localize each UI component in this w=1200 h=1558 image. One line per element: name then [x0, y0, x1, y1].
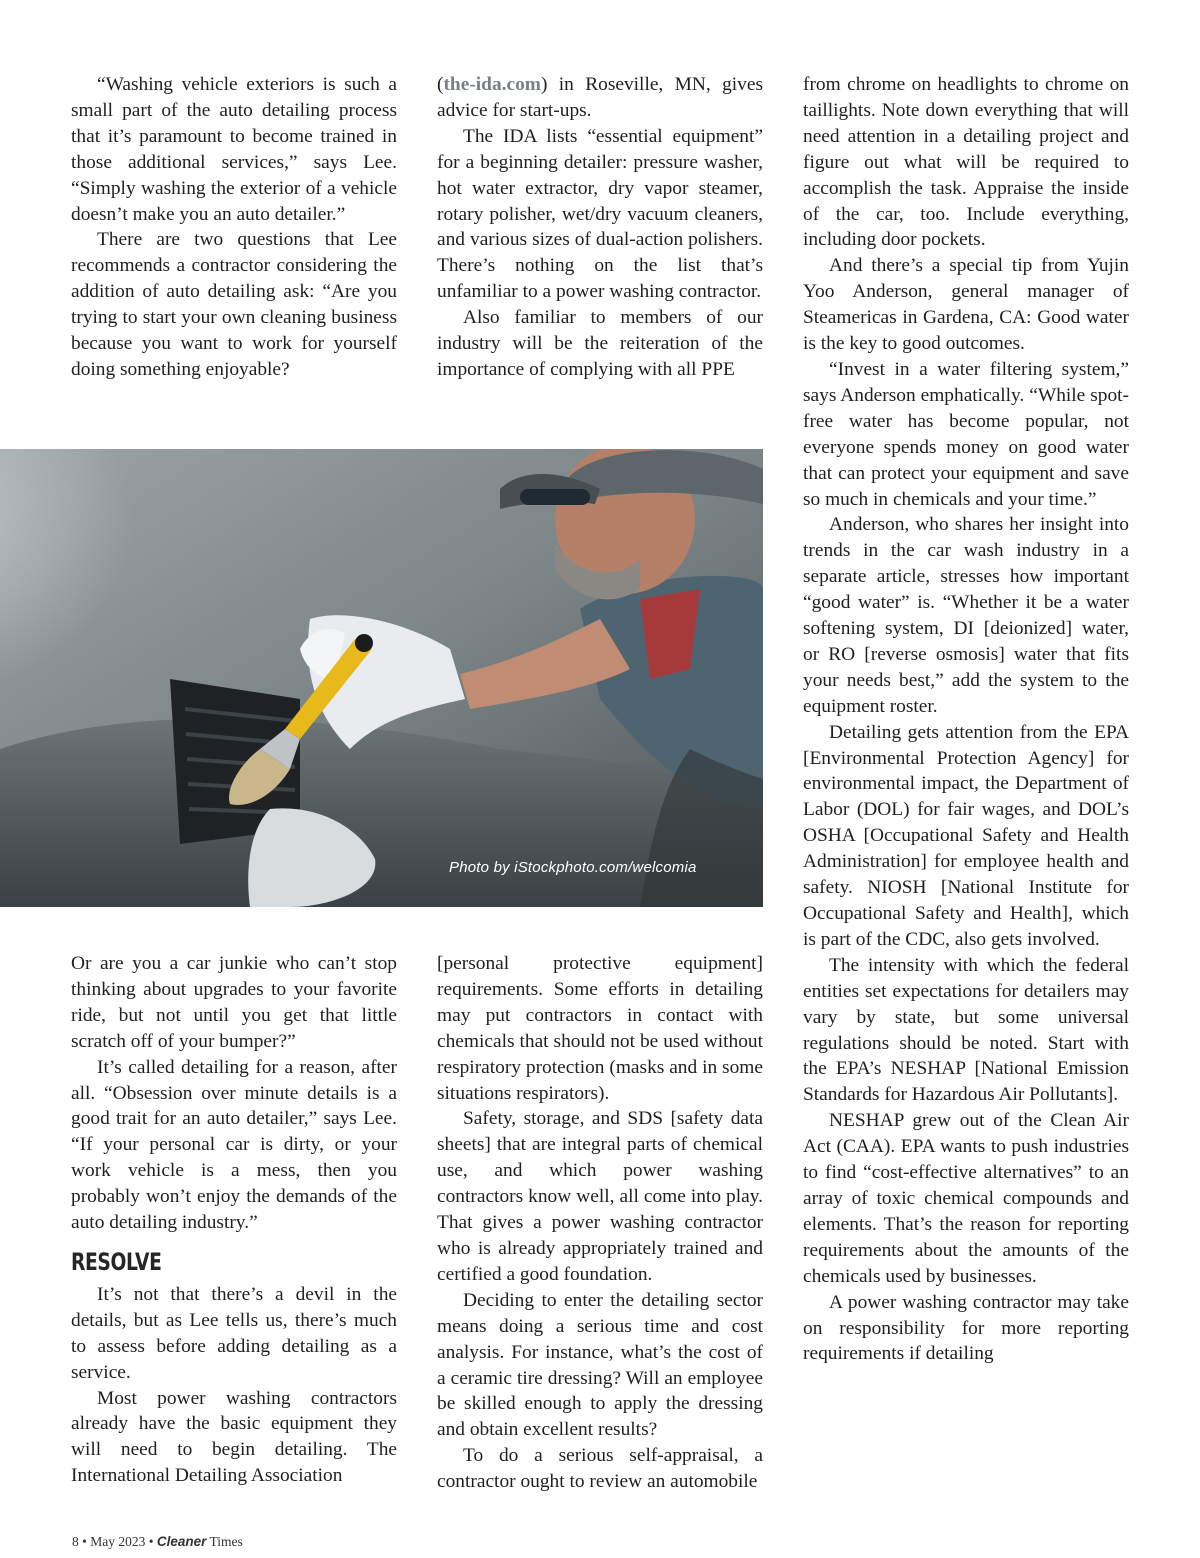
photo-credit: Photo by iStockphoto.com/welcomia: [449, 859, 697, 876]
paragraph: And there’s a special tip from Yujin Yoo Anderson, general manager of Steamericas in Gardena, CA: Good water is the key to good outcomes.: [803, 255, 1129, 355]
paren-open: (: [437, 74, 444, 95]
paragraph: To do a serious self-appraisal, a contractor ought to review an automobile: [437, 1445, 763, 1493]
paragraph: Anderson, who shares her insight into trends in the car wash industry in a separate article, stresses how important “good water” is. “Whether it be a water softening system, DI [deionized] water, or RO [reverse osmosis] water that fits your needs best,” add the system to the equipment roster.: [803, 514, 1129, 717]
column-3: [803, 72, 1129, 1367]
page-footer: [72, 1534, 243, 1550]
column-1-bottom: [71, 951, 397, 1489]
paragraph: Most power washing contractors already have the basic equipment they will need to begin detailing. The International Detailing Association: [71, 1387, 397, 1487]
paragraph: Or are you a car junkie who can’t stop thinking about upgrades to your favorite ride, but not until you get that little scratch off of your bumper?”: [71, 953, 397, 1052]
publication-name-part-1: Cleaner: [156, 1534, 207, 1549]
paragraph: Safety, storage, and SDS [safety data sheets] that are integral parts of chemical use, and which power washing contractors know well, all come into play. That gives a power washing contractor who is already appropriately trained and certified a good foundation.: [437, 1108, 763, 1285]
paragraph: It’s not that there’s a devil in the details, but as Lee tells us, there’s much to assess before adding detailing as a service.: [71, 1283, 397, 1383]
paragraph: “Invest in a water filtering system,” says Anderson emphatically. “While spot-free water has become popular, not everyone spends money on good water that can protect your equipment and save so much in chemicals and your time.”: [803, 358, 1129, 510]
paragraph: The IDA lists “essential equipment” for a beginning detailer: pressure washer, hot water extractor, dry vapor steamer, rotary polisher, wet/dry vacuum cleaners, and various sizes of dual-action polishers. There’s nothing on the list that’s unfamiliar to a power washing contractor.: [437, 125, 763, 303]
paragraph: A power washing contractor may take on responsibility for more reporting requirements if detailing: [803, 1291, 1129, 1365]
page-number: 8: [72, 1534, 79, 1549]
paragraph: “Washing vehicle exteriors is such a small part of the auto detailing process that it’s paramount to become trained in those additional services,” says Lee. “Simply washing the exterior of a vehicle doesn’t make you an auto detailer.”: [71, 74, 397, 225]
section-heading: RESOLVE: [71, 1247, 162, 1276]
detailing-photo-illustration: [0, 449, 763, 907]
column-2-bottom: [437, 951, 763, 1495]
separator: •: [145, 1534, 157, 1549]
paragraph: There are two questions that Lee recommends a contractor considering the addition of auto detailing ask: “Are you trying to start your own cleaning business because you want to work for yourself doing something enjoyable?: [71, 229, 397, 380]
paragraph: NESHAP grew out of the Clean Air Act (CAA). EPA wants to push industries to find “cost-effective alternatives” to an array of toxic chemical compounds and elements. That’s the reason for reporting requirements about the amounts of the chemicals used by businesses.: [803, 1110, 1129, 1287]
paragraph: Detailing gets attention from the EPA [Environmental Protection Agency] for environmental impact, the Department of Labor (DOL) for fair wages, and DOL’s OSHA [Occupational Safety and Health Administration] for employee health and safety. NIOSH [National Institute for Occupational Safety and Health], which is part of the CDC, also gets involved.: [803, 721, 1129, 950]
paragraph: from chrome on headlights to chrome on taillights. Note down everything that will need attention in a detailing project and figure out what will be required to accomplish the task. Appraise the inside of the car, too. Include everything, including door pockets.: [803, 74, 1129, 251]
paragraph: [437, 72, 763, 124]
article-photo: [0, 449, 763, 907]
ida-website-link[interactable]: the-ida.com: [443, 74, 541, 95]
paragraph: [personal protective equipment] requirements. Some efforts in detailing may put contractors in contact with chemicals that should not be used without respiratory protection (masks and in some situations respirators).: [437, 953, 763, 1104]
column-1-top: [71, 72, 397, 383]
paragraph: Also familiar to members of our industry will be the reiteration of the importance of complying with all PPE: [437, 307, 763, 380]
separator: •: [78, 1534, 91, 1549]
paragraph: It’s called detailing for a reason, after all. “Obsession over minute details is a good trait for an auto detailer,” says Lee. “If your personal car is dirty, or your work vehicle is a mess, then you probably won’t enjoy the demands of the auto detailing industry.”: [71, 1056, 397, 1234]
publication-name-part-2: Times: [206, 1534, 243, 1549]
paragraph-rest: ) in Roseville, MN, gives advice for start-ups.: [437, 74, 763, 121]
paragraph: Deciding to enter the detailing sector means doing a serious time and cost analysis. For instance, what’s the cost of a ceramic tire dressing? Will an employee be skilled enough to apply the dressing and obtain excellent results?: [437, 1289, 763, 1441]
column-2-top: [437, 72, 763, 383]
paragraph: The intensity with which the federal entities set expectations for detailers may vary by state, but some universal regulations should be noted. Start with the EPA’s NESHAP [National Emission Standards for Hazardous Air Pollutants].: [803, 954, 1129, 1106]
issue-date: May 2023: [90, 1534, 146, 1549]
